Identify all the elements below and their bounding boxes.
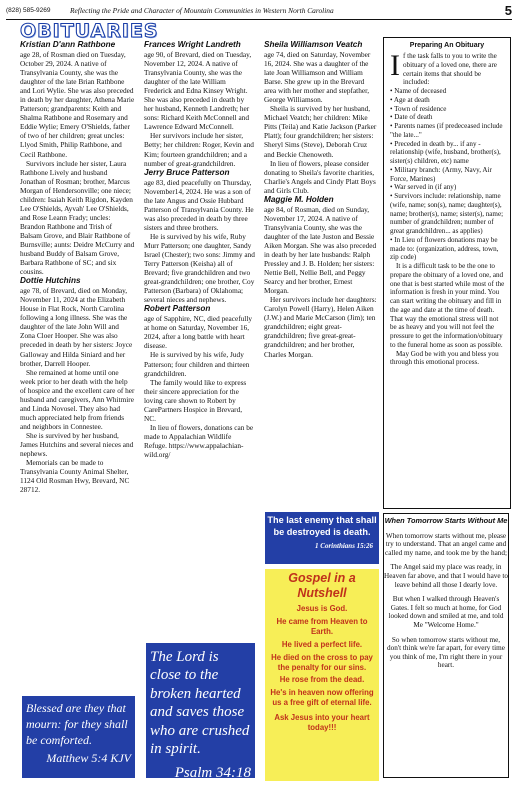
obit-name-jerry: Jerry Bruce Patterson: [144, 167, 230, 177]
obit-text: age 90, of Brevard, died on Tuesday, November 12, 2024. A native of Transylvania County, she was the daughter of the late William Frederick and Edna Kinsey Wright. She was also preceded in death by her husband, Kenneth Landreth; her sons: Richard Keith McConnell and Lawrence Edward McConnell.: [144, 50, 252, 132]
gospel-nutshell-box: [265, 569, 379, 781]
poem-title: When Tomorrow Starts Without Me: [384, 516, 508, 525]
list-item: • Preceded in death by... if any - relationship (wife, husband, brother(s), sister(s) children, etc) name: [390, 139, 501, 166]
page-header: [6, 5, 512, 20]
gospel-heading: Gospel in a Nutshell: [288, 571, 356, 600]
verse-text: The Lord is close to the broken hearted and saves those who are crushed in spirit.: [150, 649, 250, 758]
obit-text: age 83, died peacefully on Thursday, November14, 2024. He was a son of the late Angus and Ossie Hubbard Patterson of Transylvania County. He was also preceded in death by three sisters and three brothers.: [144, 177, 254, 232]
verse-psalm-box: [146, 643, 255, 782]
gospel-line: He's in heaven now offering us a free gift of eternal life.: [270, 688, 374, 708]
gospel-line: He died on the cross to pay the penalty for our sins.: [271, 652, 373, 672]
obit-text: He is survived by his wife, Ruby Murr Patterson; one daughter, Sandy Israel (Chester); two sons: Jimmy and Terry Patterson (Keisha) all of Brevard; five grandchildren and two great-grandchildren; one brother, Coy Patterson (Barbara) of Oklahoma; several nieces and nephews.: [144, 231, 255, 305]
list-item: • Parents names (if predeceased include "the late...": [390, 122, 503, 139]
gospel-line: He rose from the dead.: [279, 675, 365, 685]
obit-text: age of Sapphire, NC, died peacefully at home on Saturday, November 16, 2024, after a long battle with heart disease.: [144, 314, 252, 351]
preparing-heading: Preparing An Obituary: [409, 42, 485, 49]
verse-enemy-box: [265, 512, 379, 564]
section-title: OBITUARIES: [20, 20, 159, 42]
obituary-column-1: [20, 40, 135, 494]
obit-text: Her survivors include her daughters: Carolyn Powell (Harry), Helen Aiken (J.W.) and Marie McCarson (Jim); ten grandchildren; eight great-grandchildren; five great-great-grandchildren; and her brother, Charles Morgan.: [264, 295, 377, 359]
obit-name-robert: Robert Patterson: [144, 304, 211, 314]
page-number: 5: [504, 3, 512, 18]
obit-name-kristian: Kristian D'ann Rathbone: [20, 40, 116, 49]
obit-text: Memorials can be made to Transylvania County Animal Shelter, 1124 Old Rosman Hwy, Brevard, NC 28712.: [20, 458, 130, 495]
preparing-intro: f the task falls to you to write the obituary of a loved one, there are certain items that should be included:: [403, 52, 497, 87]
obit-text: Sheila is survived by her husband, Michael Veatch; her children: Mike Pitts (Teila) and Katie Jackson (Parker Platt); four grandchildren; her sisters: Sheryl Sims (Steve), Deborah Cruz and Beckie Chenoweth.: [264, 104, 377, 159]
poem-stanza: When tomorrow starts without me, please try to understand. That an angel came and called my name, and took me by the hand;: [385, 531, 507, 557]
verse-reference: 1 Corinthians 15:26: [315, 542, 373, 550]
obit-name-frances: Frances Wright Landreth: [144, 40, 241, 49]
obit-text: age 74, died on Saturday, November 16, 2024. She was a daughter of the late Joan Williamson and William Barse. She grew up in the Brevard area with her mother and stepfather, George Williamson.: [264, 50, 371, 105]
obit-text: age 28, of Rosman died on Tuesday, October 29, 2024. A native of Transylvania County, she was the daughter of the late Brian Rathbone and Lori Wylie. She was also preceded in death by her daughter, Athena Marie Patterson; grandparents: Keith and Shalma Rathbone and Rosemary and Eddie Wylie; Emery O'Shields, father of two of her children; great uncles: Llyod Smith, Philip Rathbone, and Cecil Rathbone.: [20, 50, 135, 159]
obit-text: age 78, of Brevard, died on Monday, November 11, 2024 at the Elizabeth House in Flat Rock, North Carolina following a long illness. She was the daughter of the late John Will and Zona Cloer Hooper. She was also preceded in death by her sisters: Joyce Galloway and Hilda Siniard and her brother, Darrell Hooper.: [20, 286, 133, 368]
poem-stanza: But when I walked through Heaven's Gates. I felt so much at home, for God looked down and smiled at me, and told Me "Welcome Home.": [388, 595, 504, 629]
obit-text: Survivors include her sister, Laura Rathbone Lively and husband Jonathan of Rosman; brother, Marcus Morgan of Hendersonville; one niece; children: Isaiah Keith Rigdon, Kayden Lee O'Shields, Ayvah' Lee O'Shields, and Rose Leann Frady; uncles: Brandon Rathbone and Trish of Balsam Grove, and Blair Rathbone of Burnsville; aunts: Deidre McCurry and husband Buddy of Balsam Grove, Barbara Rathbone of SC; and six cousins.: [20, 158, 135, 277]
obit-text: The family would like to express their sincere appreciation for the loving care shown to Robert by CarePartners Hospice in Brevard, NC.: [144, 377, 247, 423]
preparing-blessing: May God be with you and bless you through this emotional process.: [390, 349, 499, 367]
preparing-obituary-box: [383, 37, 511, 509]
verse-text: The last enemy that shall be destroyed is death.: [267, 515, 377, 537]
obit-text: Her survivors include her sister, Betty; her children: Roger, Kevin and Kim; fourteen grandchildren; and a number of great-grandchildren.: [144, 131, 254, 168]
verse-blessed-box: [22, 696, 135, 778]
drop-cap: I: [390, 49, 400, 83]
list-item: • Name of deceased: [390, 87, 447, 96]
verse-reference: Matthew 5:4 KJV: [46, 751, 131, 765]
preparing-advice: It is a difficult task to be the one to prepare the obituary of a loved one, and one that is best started while most of the information is fresh in your mind. You can start writing the obituary and fill in the age and date at the time of death. That way the emotional stress will not be as heavy and you will not feel the pressure to get the information/obituary to the funeral home as soon as possible.: [390, 262, 505, 349]
obit-text: In lieu of flowers, donations can be made to Appalachian Wildlife Refuge. https://www.appalachian-wild.org/: [144, 422, 254, 459]
gospel-line: Jesus is God.: [296, 604, 348, 613]
poem-stanza: The Angel said my place was ready, in Heaven far above, and that I would have to leave behind all those I dearly love.: [384, 563, 508, 589]
obit-text: He is survived by his wife, Judy Patterson; four children and thirteen grandchildren.: [144, 350, 250, 378]
list-item: • Town of residence: [390, 104, 447, 113]
gospel-line: He came from Heaven to Earth.: [276, 616, 368, 636]
list-item: • Date of death: [390, 113, 433, 122]
obit-name-maggie: Maggie M. Holden: [264, 194, 334, 204]
verse-text: Blessed are they that mourn: for they shall be comforted.: [26, 701, 128, 747]
verse-reference: Psalm 34:18: [174, 765, 251, 782]
list-item: • War served in (if any): [390, 183, 457, 192]
list-item: • Age at death: [390, 95, 430, 104]
list-item: • Survivors include: relationship, name (wife, name; son(s), name; daughter(s), name; brother(s), name; sister(s), name; number of grandchildren; number of great grandchildren... as applies): [390, 192, 504, 236]
checklist: [390, 87, 505, 262]
obituary-column-2: [144, 40, 255, 459]
list-item: • In Lieu of flowers donations may be made to: (organization, address, town, zip code): [390, 235, 499, 262]
obit-text: She remained at home until one week prior to her death with the help of hospice and the excellent care of her husband and caregivers, Ann Whitmire and Linda Novosel. They also had much appreciated help from friends and neighbors in Connestee.: [20, 367, 135, 431]
list-item: • Military branch: (Army, Navy, Air Force, Marines): [390, 165, 492, 183]
gospel-line: He lived a perfect life.: [281, 639, 363, 649]
gospel-closing: Ask Jesus into your heart today!!!: [274, 713, 370, 733]
obituary-column-3: [264, 40, 377, 359]
obit-name-dottie: Dottie Hutchins: [20, 276, 81, 286]
poem-stanza: So when tomorrow starts without me, don't think we're far apart, for every time you think of me, I'm right there in your heart.: [387, 635, 505, 670]
header-slogan: Reflecting the Pride and Character of Mountain Communities in Western North Carolina: [70, 6, 334, 15]
obit-text: She is survived by her husband, James Hutchins and several nieces and nephews.: [20, 430, 134, 459]
obit-text: age 84, of Rosman, died on Sunday, November 17, 2024. A native of Transylvania County, she was the daughter of the late Juston and Bessie Aiken Morgan. She was also preceded in death by her late husbands: Ralph Pressley and J. B. Holden; her sisters: Nettie Bell, Nellie Bell, and Peggy Searcy and her brother, Ernest Morgan.: [264, 204, 377, 296]
header-phone: (828) 585-9269: [6, 7, 51, 14]
obit-text: In lieu of flowers, please consider donating to Sheila's favorite charities, Charlie's Angels and Cindy Platt Boys and Girls Club.: [264, 158, 376, 195]
obit-name-sheila: Sheila Williamson Veatch: [264, 40, 363, 49]
poem-box: [383, 513, 509, 778]
